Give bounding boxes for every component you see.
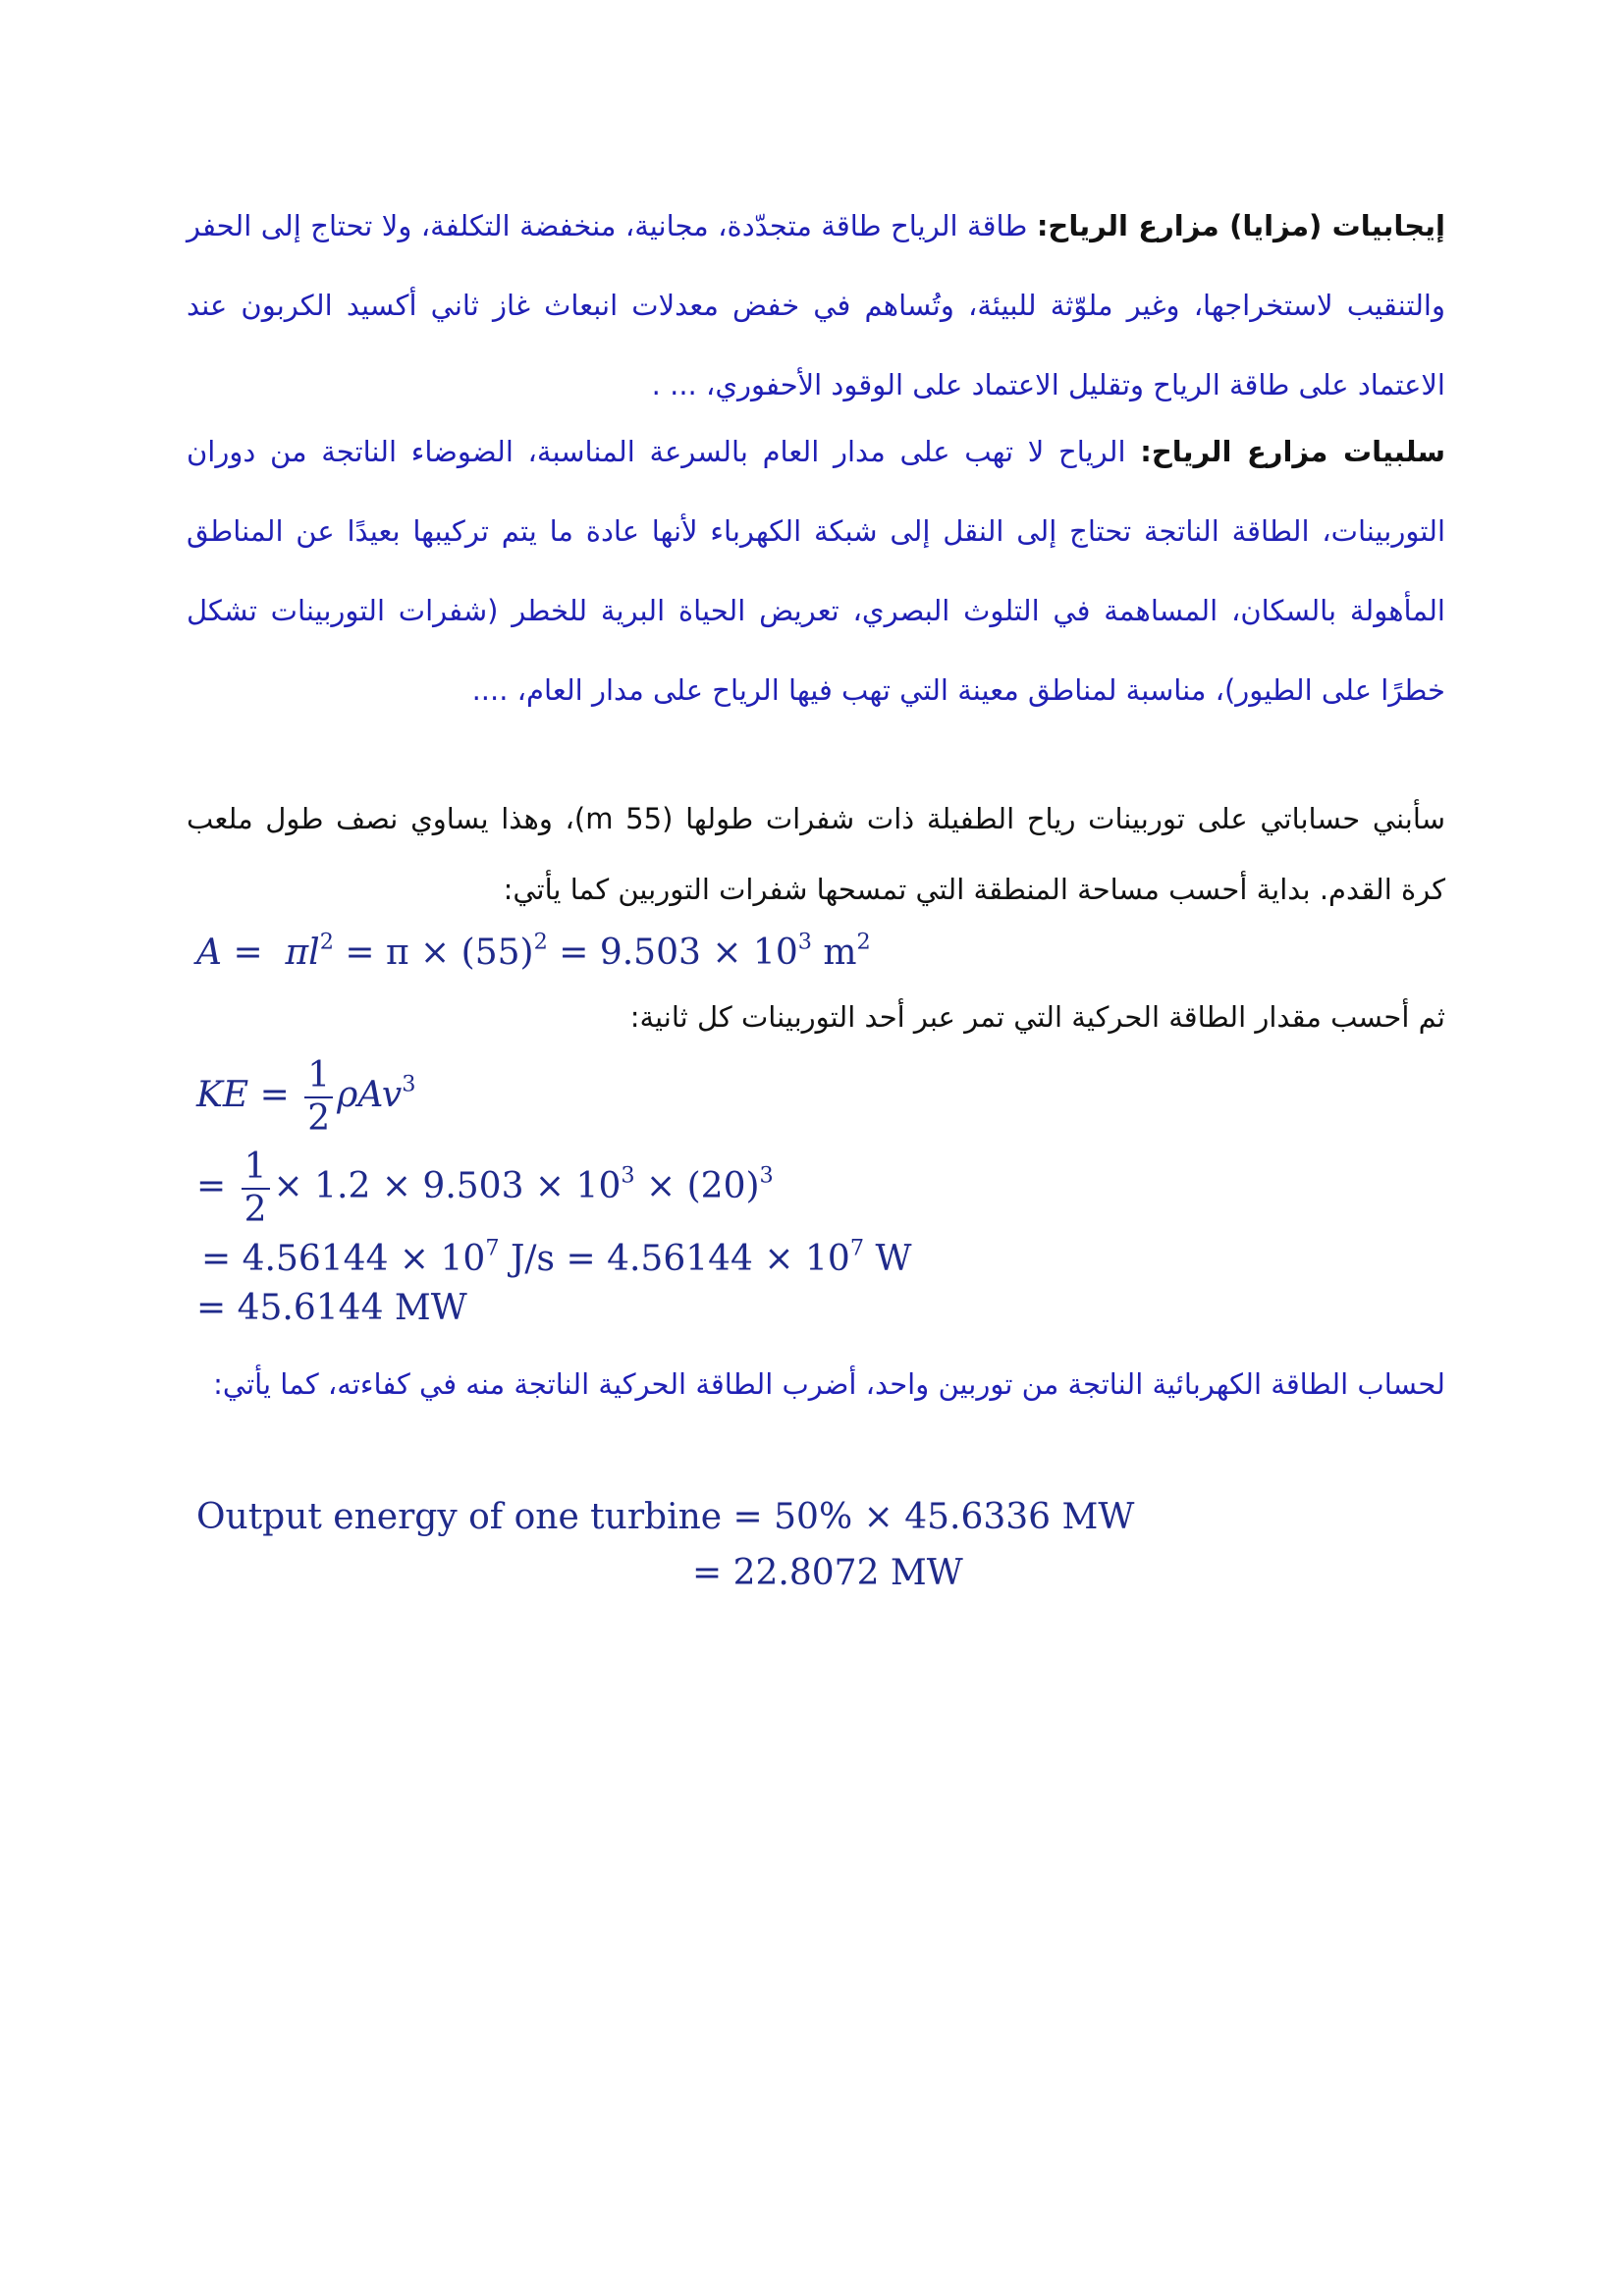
- ke-result-watts: J/s = 4.56144 × 10: [499, 1239, 850, 1279]
- advantages-text: طاقة الرياح طاقة متجدّدة، مجانية، منخفضة التكلفة، ولا تحتاج إلى الحفر والتنقيب لاستخراجها، وغير ملوّثة للبيئة، وتُساهم في خفض معدلات انبعاث غاز ثاني أكسيد الكربون عند الاعتماد على طاقة الرياح وتقليل الاعتماد على الوقود الأحفوري، ... .: [187, 209, 1445, 401]
- exponent: 3: [402, 1071, 416, 1097]
- output-equation-line-1: Output energy of one turbine = 50% × 45.6336 MW: [196, 1497, 1135, 1537]
- area-result: = 9.503 × 10: [547, 933, 798, 973]
- fraction-denominator: 2: [244, 1190, 267, 1230]
- exponent: 7: [485, 1235, 500, 1261]
- half-fraction: [304, 1055, 333, 1140]
- exponent: 7: [849, 1235, 865, 1261]
- ke-symbol: KE: [196, 1075, 249, 1115]
- area-equation: $A = \pi l^2 = \pi \times (55)^2 = 9.503 \times 10^3$ $m^2$: [196, 929, 871, 973]
- exponent: 2: [856, 929, 871, 955]
- disadvantages-label: سلبيات مزارع الرياح:: [1140, 435, 1446, 468]
- half-fraction: [242, 1147, 270, 1231]
- fraction-numerator: 1: [304, 1055, 333, 1098]
- exponent: 2: [319, 929, 334, 955]
- disadvantages-paragraph: [187, 412, 1445, 730]
- exponent: 2: [533, 929, 548, 955]
- calc-intro-paragraph: سأبني حساباتي على توربينات رياح الطفيلة ذات شفرات طولها (55 m)، وهذا يساوي نصف طول ملعب كرة القدم. بداية أحسب مساحة المنطقة التي تمسحها شفرات التوربين كما يأتي:: [187, 802, 1446, 906]
- watt-unit: W: [864, 1239, 912, 1279]
- advantages-label: إيجابيات (مزايا) مزارع الرياح:: [1036, 209, 1445, 242]
- exponent: 3: [759, 1162, 774, 1189]
- area-symbol: A: [196, 933, 222, 973]
- ke-velocity-term: × (20): [634, 1166, 760, 1206]
- fraction-numerator: 1: [242, 1147, 270, 1190]
- fraction-denominator: 2: [307, 1098, 331, 1139]
- ke-equation-line-2: = $\frac{1}{2}$ × $1.2 \times 9.503 \times 10^3 \times (20)^3$: [196, 1147, 774, 1230]
- output-equation-line-2: = 22.8072 MW: [692, 1553, 963, 1593]
- ke-substitution: × 1.2 × 9.503 × 10: [273, 1166, 622, 1206]
- elec-intro-paragraph: لحساب الطاقة الكهربائية الناتجة من توربين واحد، أضرب الطاقة الحركية الناتجة منه في كفاءته، كما يأتي:: [213, 1367, 1445, 1401]
- area-unit: m: [811, 933, 857, 973]
- pi-l-term: πl: [285, 933, 320, 973]
- ke-equation-line-1: KE = $\frac{1}{2}$ ρAv$^3$: [196, 1055, 416, 1139]
- ke-equation-line-4: = 45.6144 MW: [196, 1288, 467, 1328]
- area-middle: = π × (55): [333, 933, 534, 973]
- rho-a-v-term: ρAv: [337, 1075, 403, 1115]
- ke-result-joules: = 4.56144 × 10: [201, 1239, 486, 1279]
- ke-intro-paragraph: ثم أحسب مقدار الطاقة الحركية التي تمر عبر أحد التوربينات كل ثانية:: [629, 1000, 1445, 1034]
- exponent: 3: [797, 929, 812, 955]
- exponent: 3: [621, 1162, 635, 1189]
- advantages-paragraph: [187, 187, 1445, 425]
- ke-equation-line-3: [201, 1235, 912, 1279]
- disadvantages-text: الرياح لا تهب على مدار العام بالسرعة المناسبة، الضوضاء الناتجة من دوران التوربينات، الطاقة الناتجة تحتاج إلى النقل إلى شبكة الكهرباء لأنها عادة ما يتم تركيبها بعيدًا عن المناطق المأهولة بالسكان، المساهمة في التلوث البصري، تعريض الحياة البرية للخطر (شفرات التوربينات تشكل خطرًا على الطيور)، مناسبة لمناطق معينة التي تهب فيها الرياح على مدار العام، ....: [187, 435, 1445, 707]
